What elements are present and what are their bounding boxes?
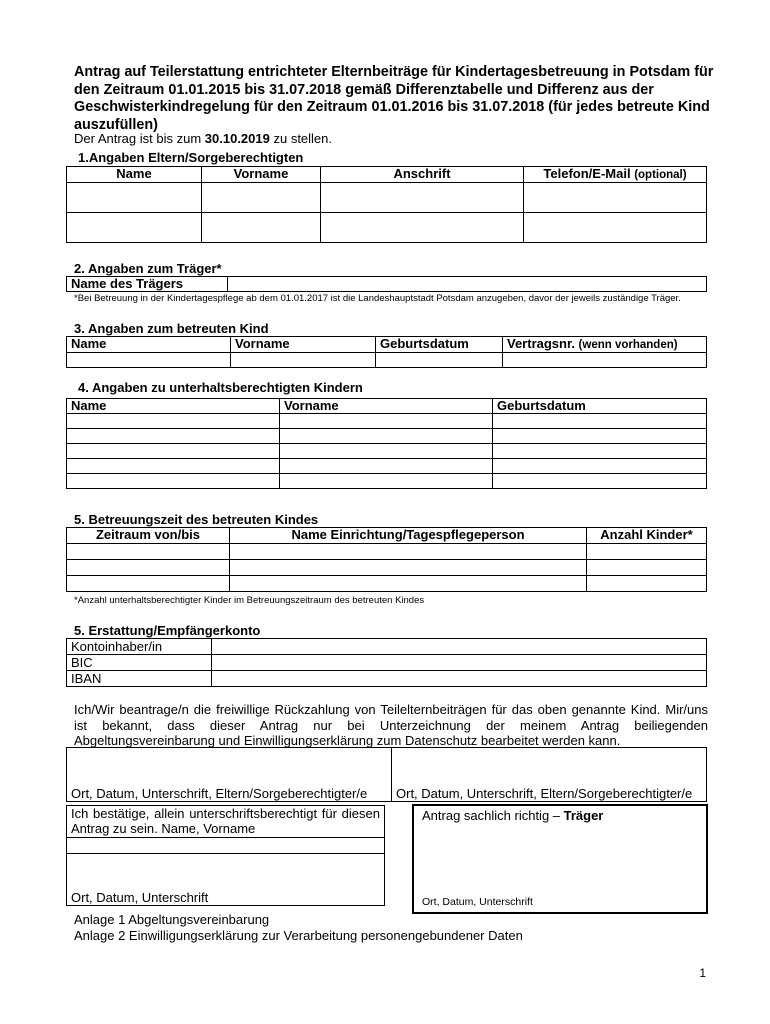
col-einrichtung: Name Einrichtung/Tagespflegeperson	[230, 528, 587, 544]
kontoinhaber-label: Kontoinhaber/in	[67, 639, 212, 655]
table-row	[67, 213, 707, 243]
table-row	[67, 353, 707, 368]
table-row	[67, 854, 385, 906]
col-vertragsnr: Vertragsnr. (wenn vorhanden)	[503, 337, 707, 353]
iban-field[interactable]	[212, 671, 707, 687]
col-anzahl-kinder: Anzahl Kinder*	[587, 528, 707, 544]
kontoinhaber-field[interactable]	[212, 639, 707, 655]
signature-right[interactable]: Ort, Datum, Unterschrift, Eltern/Sorgeberechtigter/e	[392, 748, 707, 802]
col-zeitraum: Zeitraum von/bis	[67, 528, 230, 544]
col-name: Name	[67, 167, 202, 183]
confirm-signature[interactable]: Ort, Datum, Unterschrift	[67, 854, 385, 906]
confirm-text: Ich bestätige, allein unterschriftsberechtigt für diesen Antrag zu sein. Name, Vorname	[67, 806, 385, 838]
signature-left[interactable]: Ort, Datum, Unterschrift, Eltern/Sorgeberechtigter/e	[67, 748, 392, 802]
traeger-approval-label: Antrag sachlich richtig – Träger	[422, 808, 604, 823]
confirm-name-field[interactable]	[67, 838, 385, 854]
col-anschrift: Anschrift	[321, 167, 524, 183]
table-row	[67, 183, 707, 213]
section2-heading: 2. Angaben zum Träger*	[74, 261, 222, 276]
parents-table	[66, 166, 707, 243]
confirm-table	[66, 805, 385, 906]
col-vorname: Vorname	[280, 399, 493, 414]
table-row	[67, 544, 707, 560]
table-row	[67, 838, 385, 854]
section3-heading: 3. Angaben zum betreuten Kind	[74, 321, 269, 336]
traeger-approval-signature: Ort, Datum, Unterschrift	[422, 896, 533, 908]
table-row	[67, 429, 707, 444]
iban-label: IBAN	[67, 671, 212, 687]
attachment-item: Anlage 1 Abgeltungsvereinbarung	[74, 912, 270, 927]
col-telefon: Telefon/E-Mail (optional)	[524, 167, 707, 183]
col-geburtsdatum: Geburtsdatum	[493, 399, 707, 414]
deadline-note: Der Antrag ist bis zum 30.10.2019 zu stellen.	[74, 131, 333, 146]
child-table	[66, 336, 707, 368]
attachment-item: Anlage 2 Einwilligungserklärung zur Verarbeitung personengebundener Daten	[74, 928, 523, 943]
col-name: Name	[67, 337, 231, 353]
table-row	[67, 655, 707, 671]
col-geburtsdatum: Geburtsdatum	[376, 337, 503, 353]
table-row	[67, 444, 707, 459]
table-row	[67, 474, 707, 489]
signature-table	[66, 747, 707, 802]
section5-note: *Anzahl unterhaltsberechtigter Kinder im Betreuungszeitraum des betreuten Kindes	[74, 595, 425, 606]
page-number: 1	[699, 966, 706, 980]
table-row	[67, 560, 707, 576]
document-title: Antrag auf Teilerstattung entrichteter Elternbeiträge für Kindertagesbetreuung in Potsdam für den Zeitraum 01.01.2015 bis 31.07.2018 gemäß Differenztabelle und Differenz aus der Geschwisterkindregelung für den Zeitraum 01.01.2016 bis 31.07.2018 (für jedes betreute Kind auszufüllen)	[74, 64, 714, 133]
col-vorname: Vorname	[202, 167, 321, 183]
bank-table	[66, 638, 707, 687]
table-row	[67, 576, 707, 592]
traeger-label: Name des Trägers	[67, 277, 228, 292]
table-row	[67, 459, 707, 474]
section2-note: *Bei Betreuung in der Kindertagespflege ab dem 01.01.2017 ist die Landeshauptstadt Potsdam anzugeben, davor der jeweils zuständige Träger.	[74, 293, 681, 304]
care-period-table	[66, 527, 707, 592]
declaration-text: Ich/Wir beantrage/n die freiwillige Rückzahlung von Teilelternbeiträgen für das oben genannte Kind. Mir/uns ist bekannt, dass dieser Antrag nur bei Unterzeichnung der meinem Antrag beiliegenden Abgeltungsvereinbarung und Einwilligungserklärung zum Datenschutz bearbeitet werden kann.	[74, 702, 708, 748]
table-row	[67, 748, 707, 802]
bic-label: BIC	[67, 655, 212, 671]
traeger-approval-box[interactable]	[412, 804, 708, 914]
table-row	[67, 806, 385, 838]
section6-heading: 5. Erstattung/Empfängerkonto	[74, 623, 261, 638]
section4-heading: 4. Angaben zu unterhaltsberechtigten Kindern	[78, 380, 363, 395]
bic-field[interactable]	[212, 655, 707, 671]
section1-heading: 1.Angaben Eltern/Sorgeberechtigten	[78, 150, 304, 165]
col-name: Name	[67, 399, 280, 414]
section5-heading: 5. Betreuungszeit des betreuten Kindes	[74, 512, 319, 527]
table-row	[67, 671, 707, 687]
traeger-table	[66, 276, 707, 292]
attachments-list	[74, 912, 523, 944]
table-row	[67, 639, 707, 655]
deadline-date: 30.10.2019	[204, 131, 270, 146]
traeger-field[interactable]	[228, 277, 707, 292]
col-vorname: Vorname	[231, 337, 376, 353]
siblings-table	[66, 398, 707, 489]
table-row	[67, 414, 707, 429]
